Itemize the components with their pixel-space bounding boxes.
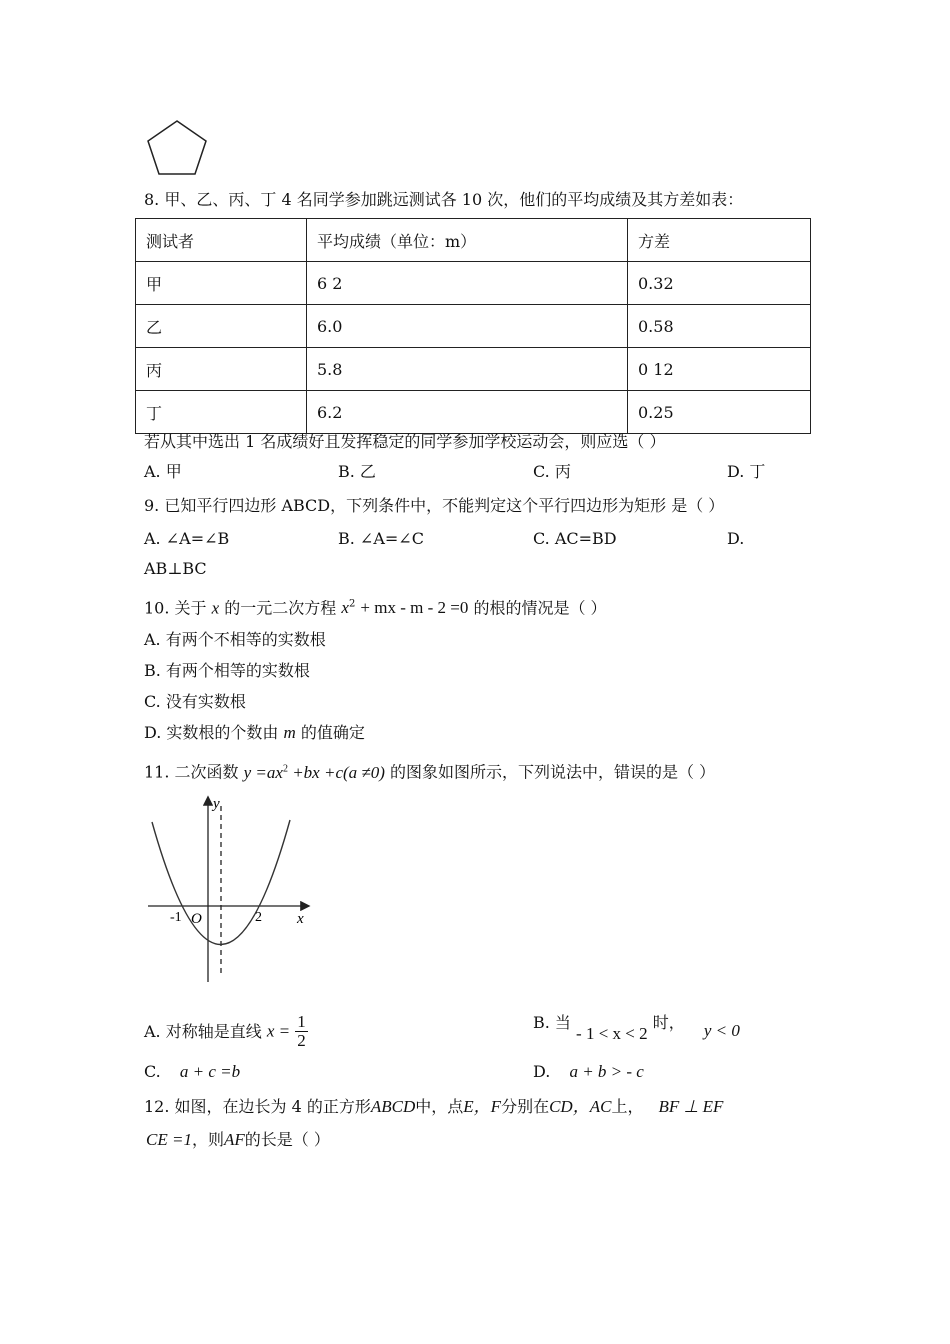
- q11-option-b: B. 当 - 1 < x < 2 时， y < 0: [533, 1013, 740, 1043]
- q10-stem-text: 的根的情况是（ ）: [473, 598, 607, 618]
- table-cell: 6 2: [307, 262, 628, 305]
- q11-option-c: C. a + c =b: [144, 1062, 241, 1081]
- table-header: 测试者: [136, 219, 307, 262]
- parabola-graph: [140, 792, 320, 992]
- q10-equation: $x^2$ + mx - m - 2 =0: [341, 598, 469, 618]
- q10-stem-text: 的一元二次方程: [224, 598, 337, 618]
- q11-function: $y =ax^2 +bx +c(a \ne 0)$: [243, 762, 385, 782]
- q10-option-d: D. 实数根的个数由 m 的值确定: [144, 723, 365, 742]
- table-row: [136, 348, 811, 391]
- q10-option-b: B. 有两个相等的实数根: [144, 661, 310, 680]
- q10-var-x: x: [211, 598, 220, 618]
- q8-stem: 8. 甲、乙、丙、丁 4 名同学参加跳远测试各 10 次，他们的平均成绩及其方差如表：: [144, 190, 744, 209]
- x-axis-label: x: [297, 911, 304, 927]
- q11-stem: 11. 二次函数 $y =ax^2 +bx +c(a \ne 0)$ 的图象如图所示，下列说法中，错误的是（ ）: [144, 762, 716, 782]
- table-row: [136, 262, 811, 305]
- y-axis-label: y: [213, 796, 220, 812]
- q8-option-d: D. 丁: [727, 462, 766, 481]
- q9-option-b: B. ∠A=∠C: [338, 529, 424, 548]
- score-table: [135, 218, 811, 434]
- table-cell: 丙: [136, 348, 307, 391]
- table-cell: 甲: [136, 262, 307, 305]
- table-row: [136, 305, 811, 348]
- q9-option-d: D.: [727, 529, 745, 548]
- q8-option-a: A. 甲: [144, 462, 182, 481]
- table-cell: 丁: [136, 391, 307, 434]
- origin-label: O: [191, 911, 202, 927]
- pentagon-figure: [144, 118, 210, 178]
- root-right-label: 2: [255, 910, 262, 925]
- q8-question: 若从其中选出 1 名成绩好且发挥稳定的同学参加学校运动会，则应选（ ）: [144, 432, 666, 451]
- q12-stem-line1: 12. 如图，在边长为 4 的正方形ABCD中，点E，F分别在CD，AC上， BF ⊥ EF: [144, 1097, 724, 1116]
- table-cell: 6.0: [307, 305, 628, 348]
- q12-stem-line2: CE =1，则AF的长是（ ）: [146, 1130, 330, 1149]
- table-header-row: [136, 219, 811, 262]
- root-left-label: -1: [170, 910, 182, 925]
- q9-stem: 9. 已知平行四边形 ABCD，下列条件中，不能判定这个平行四边形为矩形 是（ ）: [144, 496, 725, 515]
- table-cell: 0.58: [628, 305, 811, 348]
- q10-var-m: m: [283, 723, 296, 742]
- q8-option-b: B. 乙: [338, 462, 376, 481]
- q10-stem: [144, 595, 607, 618]
- table-cell: 6.2: [307, 391, 628, 434]
- q10-option-a: A. 有两个不相等的实数根: [144, 630, 326, 649]
- table-cell: 0 12: [628, 348, 811, 391]
- q8-option-c: C. 丙: [533, 462, 571, 481]
- table-cell: 5.8: [307, 348, 628, 391]
- table-header: 平均成绩（单位：m）: [307, 219, 628, 262]
- q11-option-a: A. 对称轴是直线 x = $\frac{1}{2}$: [144, 1012, 306, 1050]
- table-cell: 0.32: [628, 262, 811, 305]
- table-row: [136, 391, 811, 434]
- q9-option-d-content: AB⊥BC: [144, 559, 207, 578]
- q10-stem-text: 10. 关于: [144, 598, 207, 618]
- fraction: $\frac{1}{2}$: [297, 1012, 306, 1050]
- table-cell: 0.25: [628, 391, 811, 434]
- q11-option-d: D. a + b > - c: [533, 1062, 644, 1081]
- q9-option-a: A. ∠A=∠B: [144, 529, 230, 548]
- table-cell: 乙: [136, 305, 307, 348]
- q10-option-c: C. 没有实数根: [144, 692, 246, 711]
- table-header: 方差: [628, 219, 811, 262]
- q9-option-c: C. AC=BD: [533, 529, 617, 548]
